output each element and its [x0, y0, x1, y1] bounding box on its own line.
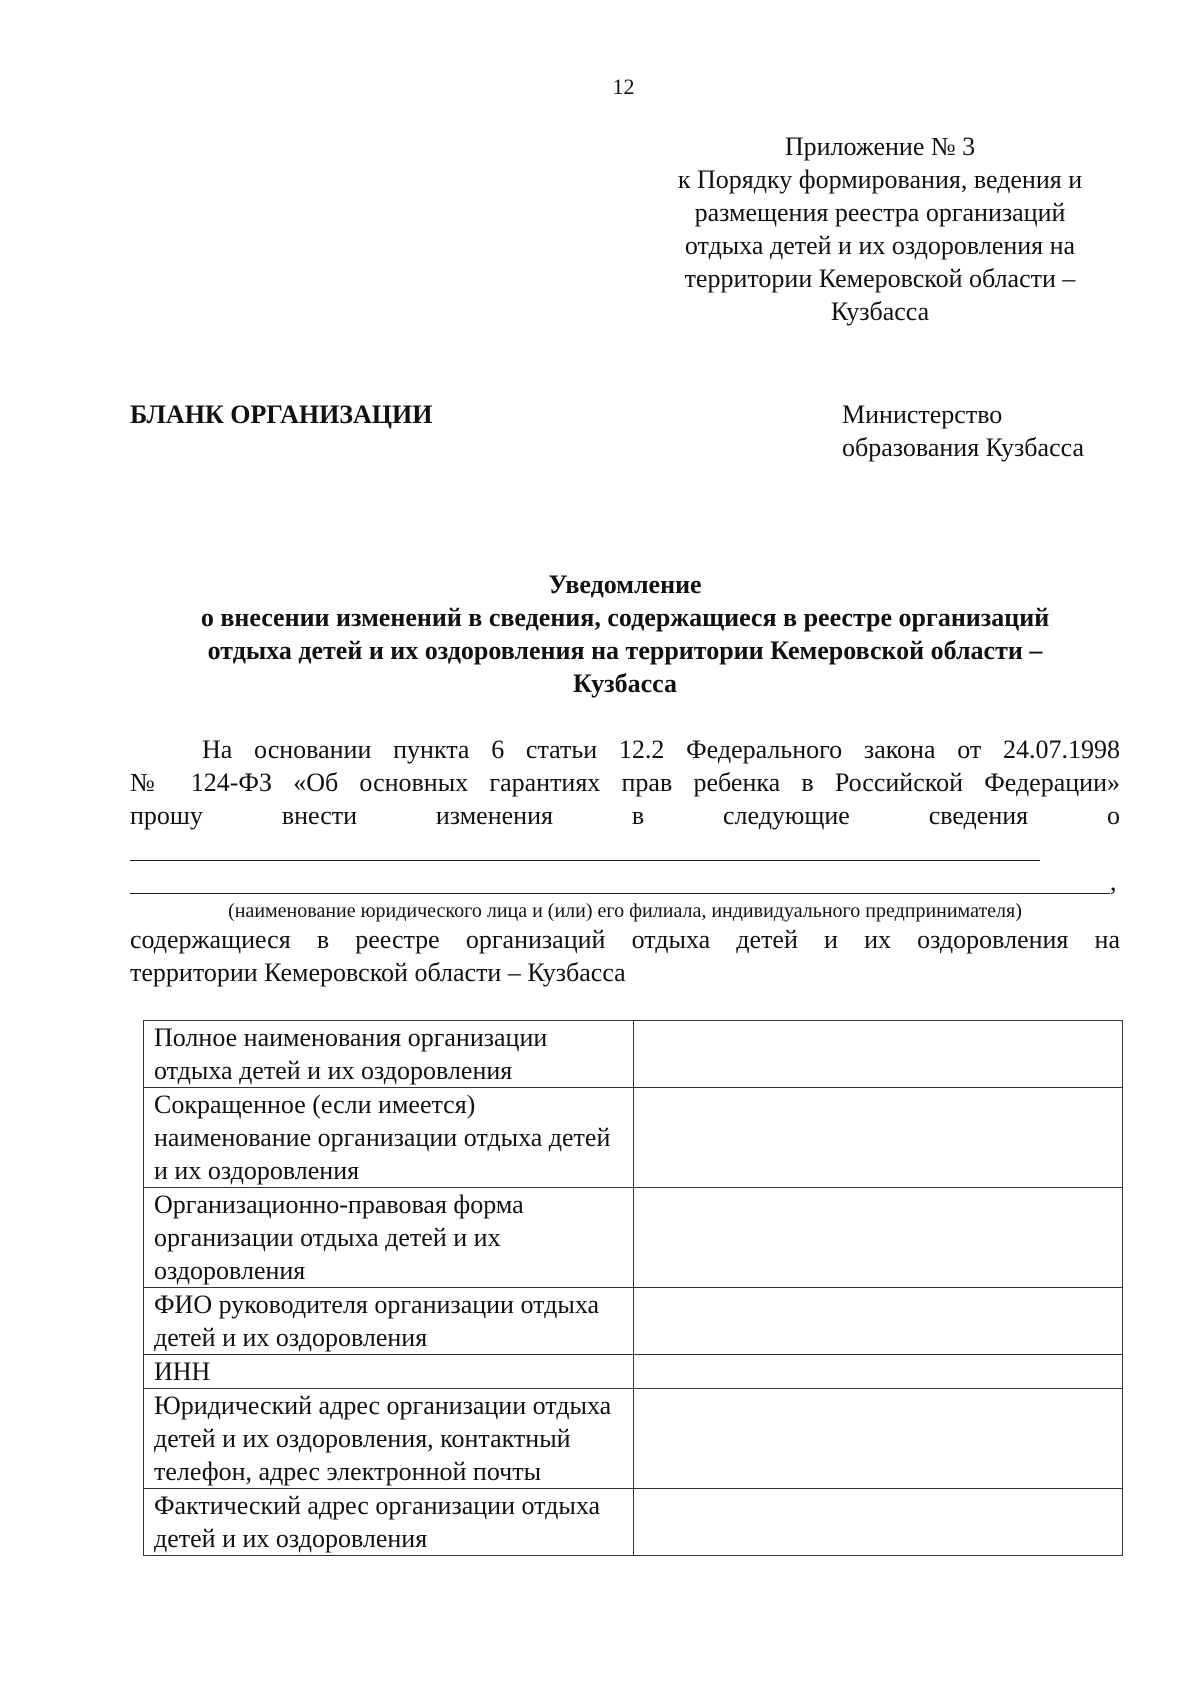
- row-value-cell[interactable]: [633, 1489, 1123, 1556]
- row-value-cell[interactable]: [633, 1088, 1123, 1188]
- heading-line: отдыха детей и их оздоровления на территории Кемеровской области –: [207, 636, 1043, 665]
- row-value-cell[interactable]: [633, 1188, 1123, 1288]
- registry-paragraph: [130, 923, 1120, 989]
- table-row: [144, 1355, 1123, 1389]
- addressee: [842, 398, 1084, 464]
- document-heading: [130, 568, 1120, 700]
- appendix-line: Кузбасса: [830, 297, 930, 326]
- row-label: ФИО руководителя организации отдыха детей и их оздоровления: [144, 1288, 634, 1355]
- request-paragraph: [130, 733, 1120, 832]
- paragraph-line: территории Кемеровской области – Кузбасса: [130, 958, 626, 987]
- row-value-cell[interactable]: [633, 1355, 1123, 1389]
- row-label: Сокращенное (если имеется) наименование организации отдыха детей и их оздоровления: [144, 1088, 634, 1188]
- paragraph-line: прошу внести изменения в следующие сведения о: [130, 801, 1120, 830]
- fill-comma: ,: [1110, 867, 1117, 896]
- table-row: [144, 1288, 1123, 1355]
- table-row: [144, 1088, 1123, 1188]
- row-label: Организационно-правовая форма организации отдыха детей и их оздоровления: [144, 1188, 634, 1288]
- page-number: 12: [612, 74, 635, 99]
- paragraph-line: № 124-ФЗ «Об основных гарантиях прав ребенка в Российской Федерации»: [130, 768, 1120, 797]
- appendix-reference: [640, 130, 1120, 328]
- row-label: Фактический адрес организации отдыха детей и их оздоровления: [144, 1489, 634, 1556]
- addressee-line: Министерство: [842, 400, 1003, 429]
- table-row: [144, 1489, 1123, 1556]
- table-row: [144, 1188, 1123, 1288]
- row-value-cell[interactable]: [633, 1288, 1123, 1355]
- row-label: Юридический адрес организации отдыха детей и их оздоровления, контактный телефон, адрес электронной почты: [144, 1389, 634, 1489]
- fill-in-caption: (наименование юридического лица и (или) его филиала, индивидуального предпринимателя): [228, 900, 1022, 922]
- heading-line: Кузбасса: [572, 669, 678, 698]
- appendix-line: размещения реестра организаций: [694, 198, 1066, 227]
- fill-in-line[interactable]: [130, 893, 1110, 894]
- row-label: Полное наименования организации отдыха детей и их оздоровления: [144, 1021, 634, 1088]
- appendix-line: Приложение № 3: [784, 132, 976, 161]
- appendix-line: отдыха детей и их оздоровления на: [684, 231, 1076, 260]
- organization-letterhead-placeholder: БЛАНК ОРГАНИЗАЦИИ: [130, 400, 433, 429]
- table-row: [144, 1389, 1123, 1489]
- fill-in-line[interactable]: [130, 860, 1040, 861]
- row-label: ИНН: [144, 1355, 634, 1389]
- row-value-cell[interactable]: [633, 1021, 1123, 1088]
- addressee-line: образования Кузбасса: [842, 433, 1085, 462]
- paragraph-line: содержащиеся в реестре организаций отдыха детей и их оздоровления на: [130, 925, 1120, 954]
- organization-info-table: [143, 1020, 1123, 1556]
- heading-title: Уведомление: [548, 570, 702, 599]
- heading-line: о внесении изменений в сведения, содержащиеся в реестре организаций: [200, 603, 1050, 632]
- appendix-line: территории Кемеровской области –: [684, 264, 1076, 293]
- appendix-line: к Порядку формирования, ведения и: [677, 165, 1083, 194]
- paragraph-line: На основании пункта 6 статьи 12.2 Федерального закона от 24.07.1998: [202, 735, 1120, 764]
- table-row: [144, 1021, 1123, 1088]
- row-value-cell[interactable]: [633, 1389, 1123, 1489]
